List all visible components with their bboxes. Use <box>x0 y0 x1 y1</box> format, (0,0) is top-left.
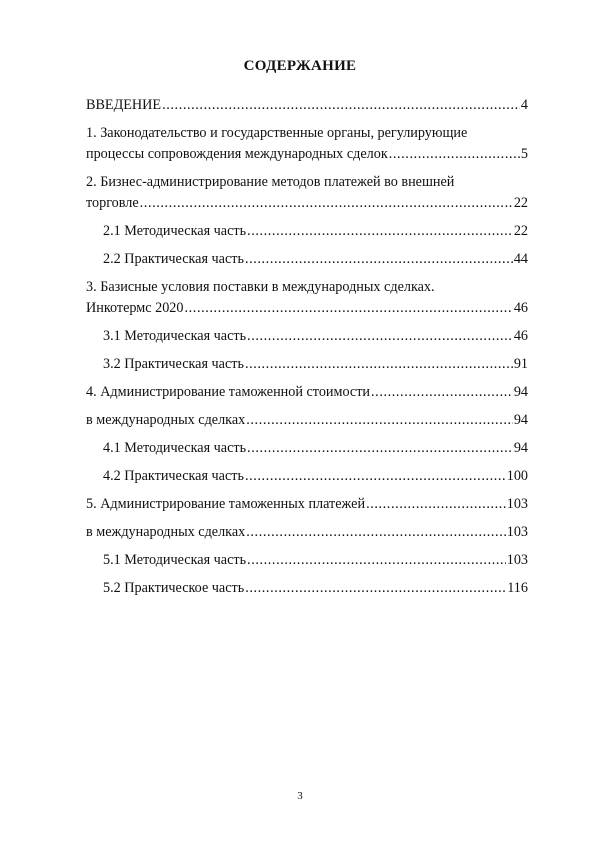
toc-entry-label: Инкотермс 2020 <box>86 300 184 316</box>
toc-entry[interactable] <box>86 440 528 457</box>
dot-leader <box>185 300 513 317</box>
toc-entry-label: 5.1 Методическая часть <box>103 552 247 568</box>
toc-entry-label: торговле <box>86 195 139 211</box>
toc-entry[interactable] <box>86 552 528 569</box>
toc-entry[interactable] <box>86 174 528 212</box>
toc-entry[interactable] <box>86 328 528 345</box>
page-number: 3 <box>297 790 303 802</box>
toc-entry-page: 4 <box>520 97 528 113</box>
toc-entry[interactable] <box>86 97 528 114</box>
toc-entry-label: 4. Администрирование таможенной стоимости <box>86 384 371 400</box>
dot-leader <box>366 496 506 513</box>
toc-entry[interactable] <box>86 223 528 240</box>
dot-leader <box>245 580 506 597</box>
toc-entry-page: 116 <box>507 580 528 596</box>
toc-entry-label: 4.2 Практическая часть <box>103 468 244 484</box>
toc-entry-page: 91 <box>513 356 528 372</box>
dot-leader <box>245 356 513 373</box>
toc-entry-row <box>103 251 528 268</box>
toc-entry-page: 46 <box>513 328 528 344</box>
page-title: СОДЕРЖАНИЕ <box>243 58 357 74</box>
toc-entry-row <box>86 496 528 513</box>
toc-entry-row <box>86 146 528 163</box>
toc-entry-label: в международных сделках <box>86 524 246 540</box>
table-of-contents <box>86 97 528 597</box>
toc-entry-row <box>103 223 528 240</box>
dot-leader <box>247 440 513 457</box>
toc-entry-label: в международных сделках <box>86 412 246 428</box>
toc-entry-line: 3. Базисные условия поставки в международных сделках. <box>86 279 435 295</box>
toc-entry[interactable] <box>86 251 528 268</box>
toc-entry[interactable] <box>86 496 528 513</box>
toc-entry-page: 5 <box>520 146 528 162</box>
dot-leader <box>246 412 513 429</box>
toc-entry-line: 1. Законодательство и государственные органы, регулирующие <box>86 125 468 141</box>
toc-entry-label: 4.1 Методическая часть <box>103 440 247 456</box>
toc-entry-page: 103 <box>506 552 528 568</box>
toc-entry-row <box>86 384 528 401</box>
toc-entry[interactable] <box>86 356 528 373</box>
toc-entry-row <box>86 300 528 317</box>
toc-entry[interactable] <box>86 125 528 163</box>
dot-leader <box>245 468 506 485</box>
toc-entry[interactable] <box>86 279 528 317</box>
dot-leader <box>247 552 506 569</box>
toc-entry-label: 5.2 Практическое часть <box>103 580 245 596</box>
toc-entry-row <box>103 356 528 373</box>
toc-entry-page: 94 <box>513 440 528 456</box>
toc-entry-line: 2. Бизнес-администрирование методов платежей во внешней <box>86 174 455 190</box>
toc-entry-label: процессы сопровождения международных сделок <box>86 146 388 162</box>
toc-entry-label: 2.1 Методическая часть <box>103 223 247 239</box>
toc-entry-page: 22 <box>513 223 528 239</box>
dot-leader <box>247 328 513 345</box>
toc-entry-page: 46 <box>513 300 528 316</box>
toc-entry-row <box>86 412 528 429</box>
toc-entry-label: ВВЕДЕНИЕ <box>86 97 162 113</box>
toc-entry-row <box>103 440 528 457</box>
toc-entry-page: 22 <box>513 195 528 211</box>
dot-leader <box>389 146 520 163</box>
toc-entry-row <box>103 468 528 485</box>
toc-entry[interactable] <box>86 384 528 401</box>
toc-entry-page: 44 <box>513 251 528 267</box>
toc-entry-page: 94 <box>513 384 528 400</box>
toc-entry-label: 3.1 Методическая часть <box>103 328 247 344</box>
toc-entry-label: 2.2 Практическая часть <box>103 251 244 267</box>
toc-entry-page: 94 <box>513 412 528 428</box>
toc-entry[interactable] <box>86 580 528 597</box>
dot-leader <box>246 524 505 541</box>
toc-entry-page: 103 <box>506 524 528 540</box>
toc-entry-row <box>86 524 528 541</box>
dot-leader <box>371 384 513 401</box>
toc-entry-page: 103 <box>506 496 528 512</box>
toc-entry-row <box>103 328 528 345</box>
dot-leader <box>247 223 513 240</box>
toc-entry[interactable] <box>86 468 528 485</box>
toc-entry-row <box>86 97 528 114</box>
toc-entry[interactable] <box>86 412 528 429</box>
toc-entry-label: 5. Администрирование таможенных платежей <box>86 496 366 512</box>
dot-leader <box>245 251 513 268</box>
dot-leader <box>162 97 520 114</box>
dot-leader <box>140 195 513 212</box>
toc-entry-page: 100 <box>506 468 528 484</box>
toc-entry[interactable] <box>86 524 528 541</box>
toc-entry-label: 3.2 Практическая часть <box>103 356 244 372</box>
toc-entry-row <box>86 195 528 212</box>
toc-entry-row <box>103 580 528 597</box>
toc-entry-row <box>103 552 528 569</box>
